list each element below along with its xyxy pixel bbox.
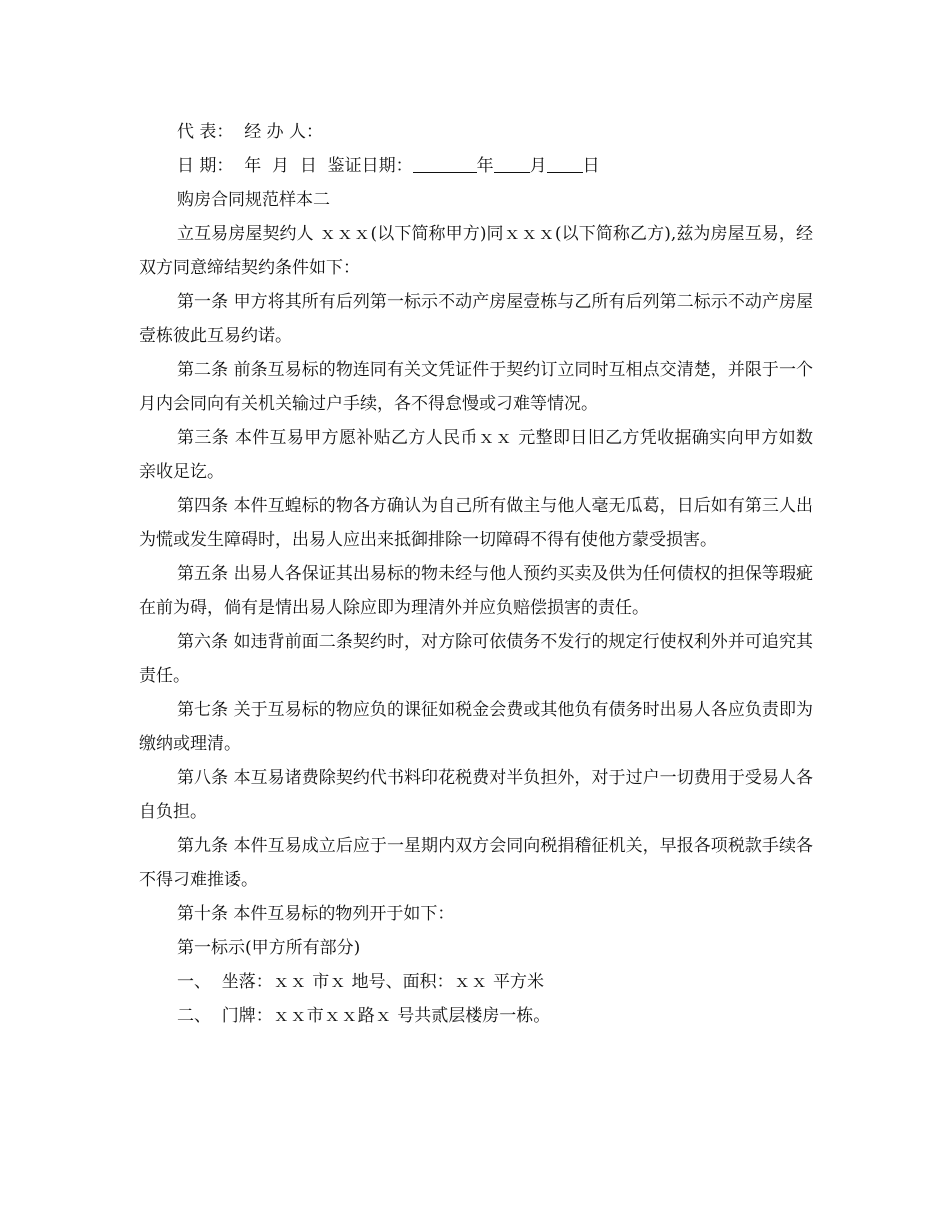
article-7: 第七条 关于互易标的物应负的课征如税金会费或其他负有债务时出易人各应负责即为缴纳或理清。 [139, 700, 813, 754]
item-address: 二、 门牌：ｘｘ市ｘｘ路ｘ 号共贰层楼房一栋。 [177, 1006, 551, 1026]
article-1: 第一条 甲方将其所有后列第一标示不动产房屋壹栋与乙所有后列第二标示不动产房屋壹栋彼此互易约诺。 [139, 292, 813, 346]
date-line [139, 149, 813, 183]
document-body [139, 115, 813, 1033]
representative-text: 代 表： 经 办 人： [177, 122, 324, 142]
article-4: 第四条 本件互蝗标的物各方确认为自己所有做主与他人毫无瓜葛，日后如有第三人出为慌或发生障碍时，出易人应出来抵御排除一切障碍不得有使他方蒙受损害。 [139, 496, 813, 550]
article-5: 第五条 出易人各保证其出易标的物未经与他人预约买卖及供为任何债权的担保等瑕疵在前为碍，倘有是情出易人除应即为理清外并应负赔偿损害的责任。 [139, 564, 813, 618]
intro-paragraph: 立互易房屋契约人 ｘｘｘ(以下简称甲方)同ｘｘｘ(以下简称乙方),兹为房屋互易，经双方同意缔结契约条件如下： [139, 224, 813, 278]
article-3: 第三条 本件互易甲方愿补贴乙方人民币ｘｘ 元整即日旧乙方凭收据确实向甲方如数亲收足讫。 [139, 428, 813, 482]
article-10: 第十条 本件互易标的物列开于如下： [177, 904, 455, 924]
date-label: 日 期： 年 月 日 鉴证日期： [177, 156, 413, 176]
month-blank [494, 152, 530, 173]
article-9: 第九条 本件互易成立后应于一星期内双方会同向税捐稽征机关，早报各项税款手续各不得刁难推诿。 [139, 836, 813, 890]
month-char: 月 [529, 156, 547, 176]
year-blank [413, 152, 477, 173]
day-char: 日 [582, 156, 600, 176]
year-char: 年 [476, 156, 494, 176]
first-label: 第一标示(甲方所有部分) [177, 938, 361, 958]
article-8: 第八条 本互易诸费除契约代书料印花税费对半负担外，对于过户一切费用于受易人各自负担。 [139, 768, 813, 822]
item-location: 一、 坐落：ｘｘ 市ｘ 地号、面积：ｘｘ 平方米 [177, 972, 545, 992]
day-blank [547, 152, 583, 173]
representative-line [139, 115, 813, 149]
article-6: 第六条 如违背前面二条契约时，对方除可依债务不发行的规定行使权利外并可追究其责任。 [139, 632, 813, 686]
article-2: 第二条 前条互易标的物连同有关文凭证件于契约订立同时互相点交清楚，并限于一个月内会同向有关机关输过户手续，各不得怠慢或刁难等情况。 [139, 360, 813, 414]
document-heading: 购房合同规范样本二 [177, 190, 330, 210]
